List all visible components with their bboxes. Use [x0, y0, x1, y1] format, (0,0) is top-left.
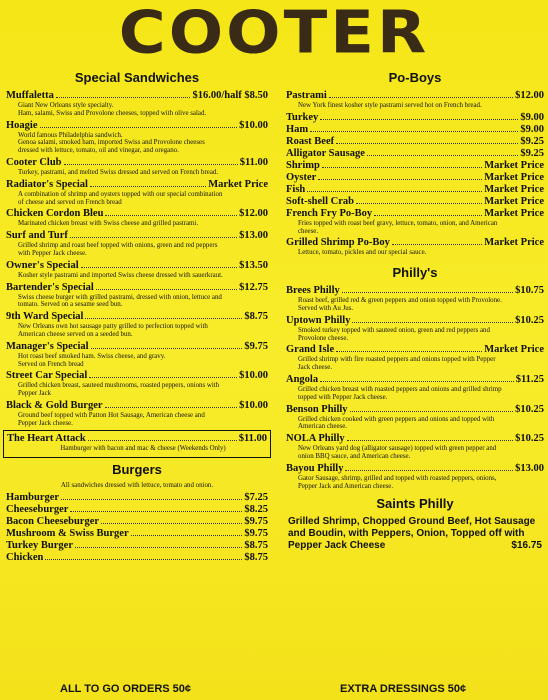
item-price: Market Price: [208, 178, 268, 190]
item-name: Surf and Turf: [6, 230, 68, 242]
leader-dots: [320, 119, 518, 120]
item-price: Market Price: [484, 195, 544, 207]
leader-dots: [367, 155, 519, 156]
item-name: Owner's Special: [6, 259, 79, 271]
item-name: Shrimp: [286, 159, 320, 171]
menu-item: [6, 400, 268, 412]
item-price: $12.00: [239, 208, 268, 220]
menu-item: [286, 172, 544, 184]
item-price: $10.25: [515, 314, 544, 326]
item-name: Turkey: [286, 111, 319, 123]
item-name: Manager's Special: [6, 340, 89, 352]
leader-dots: [352, 322, 513, 323]
menu-item: [6, 504, 268, 516]
item-price: $13.00: [239, 230, 268, 242]
leader-dots: [320, 381, 514, 382]
item-price: $10.25: [515, 433, 544, 445]
description-line: Grilled shrimp and roast beef topped with onions, green and red peppers: [18, 242, 218, 250]
item-name: Ham: [286, 123, 309, 135]
description-line: Marinated chicken breast with Swiss cheese and grilled pastrami.: [18, 220, 199, 228]
special-sandwiches-heading: Special Sandwiches: [74, 70, 200, 85]
leader-dots: [307, 191, 482, 192]
description-line: Swiss cheese burger with grilled pastrami, dressed with onion, lettuce and: [18, 293, 222, 301]
item-description: [18, 132, 268, 155]
menu-item: [6, 230, 268, 242]
leader-dots: [45, 559, 242, 560]
description-line: Ham, salami, Swiss and Provolone cheeses, topped with olive salad.: [18, 109, 207, 117]
leader-dots: [336, 143, 518, 144]
item-description: [298, 102, 544, 110]
item-name: Oyster: [286, 171, 317, 183]
burgers-list: [6, 492, 268, 564]
item-price: Market Price: [484, 159, 544, 171]
leader-dots: [374, 215, 482, 216]
menu-item: [286, 433, 544, 445]
menu-item: [6, 311, 268, 323]
leader-dots: [64, 164, 238, 165]
item-name: Soft-shell Crab: [286, 195, 354, 207]
leader-dots: [70, 511, 242, 512]
item-description: [18, 191, 268, 207]
item-price: $9.00: [520, 123, 544, 135]
description-line: Giant New Orleans style specialty.: [18, 102, 114, 109]
item-price: Market Price: [484, 237, 544, 249]
saints-philly-description: [288, 516, 542, 552]
description-line: Roast beef, grilled red & green peppers and onion topped with Provolone.: [298, 297, 502, 305]
item-description: [18, 382, 268, 398]
item-name: Mushroom & Swiss Burger: [6, 528, 129, 540]
description-line: onion BBQ sauce, and American cheese.: [298, 452, 411, 460]
leader-dots: [90, 186, 206, 187]
menu-item: [6, 516, 268, 528]
leader-dots: [356, 203, 482, 204]
menu-item: [286, 344, 544, 356]
restaurant-title: COOTER: [118, 0, 430, 68]
item-price: $8.75: [244, 540, 268, 552]
item-name: Street Car Special: [6, 370, 88, 382]
item-price: $11.00: [238, 432, 267, 444]
leader-dots: [350, 411, 514, 412]
leader-dots: [81, 267, 238, 268]
menu-item: [6, 208, 268, 220]
saints-philly-heading: Saints Philly: [376, 496, 454, 512]
item-name: Fish: [286, 183, 306, 195]
menu-item: [6, 90, 268, 102]
leader-dots: [345, 470, 513, 471]
description-line: tomato. Served on a sesame seed bun.: [18, 301, 123, 309]
item-price: $11.25: [515, 373, 544, 385]
item-price: $9.75: [244, 340, 268, 352]
item-price: $8.75: [244, 311, 268, 323]
leader-dots: [329, 97, 513, 98]
item-description: [298, 445, 544, 461]
leader-dots: [85, 318, 242, 319]
item-description: [18, 353, 268, 369]
leader-dots: [105, 407, 238, 408]
burgers-note: All sandwiches dressed with lettuce, tomato and onion.: [60, 482, 214, 490]
item-name: Bacon Cheeseburger: [6, 516, 100, 528]
item-description: [298, 386, 544, 402]
saints-line: [288, 540, 542, 552]
saints-line: Grilled Shrimp, Chopped Ground Beef, Hot Sausage: [288, 516, 536, 528]
poboys-heading: Po-Boys: [388, 70, 442, 85]
item-description: [18, 169, 268, 177]
special-sandwiches-list: [6, 90, 268, 428]
item-name: Bayou Philly: [286, 462, 344, 474]
item-name: Chicken Cordon Bleu: [6, 208, 104, 220]
item-price: $12.00: [515, 90, 544, 101]
menu-item: [6, 120, 268, 132]
item-price: $10.00: [239, 370, 268, 382]
description-line: Grilled chicken cooked with green peppers and onions and topped with: [298, 415, 495, 423]
item-name: Uptown Philly: [286, 314, 351, 326]
description-line: Pepper Jack: [18, 390, 52, 398]
poboys-list: [286, 90, 544, 257]
leader-dots: [392, 244, 482, 245]
item-description: [298, 416, 544, 432]
description-line: Turkey, pastrami, and melted Swiss dressed and served on French bread.: [18, 168, 219, 176]
menu-item: [286, 148, 544, 160]
menu-item: [6, 157, 268, 169]
item-price: Market Price: [484, 344, 544, 356]
item-name: Grilled Shrimp Po-Boy: [286, 237, 390, 249]
description-line: World famous Philadelphia sandwich.: [18, 131, 123, 139]
description-line: Genoa salami, smoked ham, imported Swiss and Provolone cheeses: [18, 139, 205, 147]
menu-item: [286, 285, 544, 297]
item-name: Alligator Sausage: [286, 147, 365, 159]
saints-line: and Boudin, with Peppers, Onion, Topped off with: [288, 528, 525, 540]
item-price: Market Price: [484, 183, 544, 195]
item-name: NOLA Philly: [286, 433, 345, 445]
menu-item: [6, 341, 268, 353]
item-description: Hamburger with bacon and mac & cheese (Weekends Only): [60, 444, 226, 452]
menu-item: [7, 433, 267, 445]
item-price: $13.00: [515, 462, 544, 474]
description-line: Grilled chicken breast, sauteed mushrooms, roasted peppers, onions with: [18, 382, 220, 390]
description-line: topped with Pepper Jack cheese.: [298, 393, 388, 401]
item-price: $9.25: [520, 147, 544, 159]
leader-dots: [96, 289, 237, 290]
footer-to-go: ALL TO GO ORDERS 50¢: [60, 683, 192, 695]
description-line: Provolone cheese.: [298, 334, 349, 342]
description-line: Served on French bread: [18, 360, 84, 368]
menu-item: [286, 237, 544, 249]
item-name: Brees Philly: [286, 285, 340, 297]
item-description: [18, 412, 268, 428]
item-description: [298, 356, 544, 372]
menu-item: [286, 184, 544, 196]
description-line: Served with Au Jus.: [298, 304, 354, 312]
item-description: [298, 297, 544, 313]
item-price: $9.25: [520, 135, 544, 147]
menu-item: [6, 528, 268, 540]
item-price: $8.75: [244, 552, 268, 564]
phillys-list: [286, 285, 544, 490]
item-name: Black & Gold Burger: [6, 399, 103, 411]
item-price: $9.75: [244, 516, 268, 528]
menu-item: [286, 374, 544, 386]
item-price: $10.00: [239, 119, 268, 131]
leader-dots: [105, 215, 237, 216]
leader-dots: [318, 179, 482, 180]
item-name: French Fry Po-Boy: [286, 207, 373, 219]
menu-item: [6, 492, 268, 504]
item-price: $12.75: [239, 281, 268, 293]
right-column: [286, 68, 544, 552]
leader-dots: [336, 351, 482, 352]
menu-item: [286, 124, 544, 136]
leader-dots: [91, 348, 243, 349]
item-price: Market Price: [484, 171, 544, 183]
item-name: Turkey Burger: [6, 540, 73, 552]
description-line: American cheese served on a seeded bun.: [18, 330, 133, 338]
item-name: Bartender's Special: [6, 281, 94, 293]
menu-item: [286, 463, 544, 475]
left-column: [6, 68, 268, 564]
description-line: with Pepper Jack cheese.: [18, 249, 87, 257]
description-line: New Orleans yard dog (alligator sausage) topped with green pepper and: [298, 445, 497, 453]
leader-dots: [131, 535, 243, 536]
leader-dots: [89, 377, 237, 378]
description-line: Hot roast beef smoked ham. Swiss cheese, and gravy.: [18, 352, 166, 360]
description-line: dressed with lettuce, tomato, oil and vinegar, and oregano.: [18, 147, 179, 155]
item-description: [298, 475, 544, 491]
leader-dots: [342, 292, 513, 293]
description-line: American cheese.: [298, 423, 347, 431]
menu-item: [6, 260, 268, 272]
description-line: Gator Sausage, shrimp, grilled and topped with roasted peppers, onions,: [298, 474, 497, 482]
menu-item: [286, 136, 544, 148]
description-line: Grilled chicken breast with roasted peppers and onions and grilled shrimp: [298, 385, 502, 393]
item-description: [18, 102, 268, 118]
item-description: [298, 220, 544, 236]
menu-item: [286, 160, 544, 172]
saints-philly-price: $16.75: [511, 540, 542, 552]
item-description: [18, 242, 268, 258]
description-line: Lettuce, tomato, pickles and our special sauce.: [298, 249, 427, 257]
item-price: $16.00/half $8.50: [192, 90, 268, 101]
leader-dots: [56, 97, 191, 98]
saints-line-text: Pepper Jack Cheese: [288, 540, 386, 552]
leader-dots: [101, 523, 242, 524]
leader-dots: [347, 440, 513, 441]
item-price: $9.00: [520, 111, 544, 123]
item-description: [298, 327, 544, 343]
item-price: $8.25: [244, 504, 268, 516]
leader-dots: [88, 440, 237, 441]
item-description: [18, 220, 268, 228]
item-price: $10.00: [239, 399, 268, 411]
item-description: [298, 249, 544, 257]
item-name: Grand Isle: [286, 344, 335, 356]
item-name: Radiator's Special: [6, 178, 88, 190]
item-name: Angola: [286, 373, 319, 385]
item-name: Muffaletta: [6, 90, 54, 101]
description-line: of cheese and served on French bread: [18, 198, 122, 206]
item-price: $10.25: [515, 403, 544, 415]
description-line: Ground beef topped with Patton Hot Sausage, American cheese and: [18, 411, 205, 419]
footer-dressings: EXTRA DRESSINGS 50¢: [340, 683, 467, 695]
description-line: Smoked turkey topped with sauteed onion, green and red peppers and: [298, 326, 490, 334]
item-price: $11.00: [239, 156, 268, 168]
item-name: Benson Philly: [286, 403, 348, 415]
leader-dots: [40, 127, 238, 128]
leader-dots: [310, 131, 518, 132]
heart-attack-box: [3, 430, 271, 459]
menu-item: [286, 315, 544, 327]
menu-item: [6, 370, 268, 382]
description-line: Fries topped with roast beef gravy, lettuce, tomato, onion, and American: [298, 219, 498, 227]
item-name: Hamburger: [6, 492, 60, 504]
item-price: $13.50: [239, 259, 268, 271]
description-line: Pepper Jack and American cheese.: [298, 482, 394, 490]
menu-item: [286, 90, 544, 102]
menu-item: [6, 179, 268, 191]
item-name: Pastrami: [286, 90, 327, 101]
item-name: Chicken: [6, 552, 44, 564]
leader-dots: [70, 237, 237, 238]
menu-item: [286, 112, 544, 124]
item-name: The Heart Attack: [7, 432, 86, 444]
menu-item: [6, 552, 268, 564]
menu-item: [286, 196, 544, 208]
description-line: New Orleans own hot sausage patty grilled to perfection topped with: [18, 323, 208, 331]
description-line: A combination of shrimp and oysters topped with our special combination: [18, 190, 223, 198]
leader-dots: [61, 499, 242, 500]
menu-item: [286, 208, 544, 220]
menu-item: [6, 540, 268, 552]
item-description: [18, 272, 268, 280]
menu-item: [286, 404, 544, 416]
description-line: cheese.: [298, 227, 319, 235]
burgers-heading: Burgers: [112, 462, 162, 478]
menu-item: [6, 282, 268, 294]
item-price: $9.75: [244, 528, 268, 540]
item-name: Hoagie: [6, 119, 38, 131]
description-line: New York finest kosher style pastrami served hot on French bread.: [298, 102, 482, 109]
item-price: Market Price: [484, 207, 544, 219]
item-description: [18, 323, 268, 339]
item-price: $10.75: [515, 285, 544, 297]
description-line: Grilled shrimp with fire roasted peppers and onions topped with Pepper: [298, 356, 496, 364]
item-price: $7.25: [244, 492, 268, 504]
description-line: Pepper Jack cheese.: [18, 419, 73, 427]
phillys-heading: Philly's: [392, 265, 438, 281]
description-line: Kosher style pastrami and imported Swiss cheese dressed with sauerkraut.: [18, 271, 223, 279]
item-description: [18, 294, 268, 310]
description-line: Jack cheese.: [298, 364, 333, 372]
leader-dots: [75, 547, 242, 548]
item-name: Cooter Club: [6, 156, 62, 168]
item-name: Cheeseburger: [6, 504, 69, 516]
item-name: 9th Ward Special: [6, 311, 84, 323]
item-name: Roast Beef: [286, 135, 335, 147]
leader-dots: [322, 167, 482, 168]
